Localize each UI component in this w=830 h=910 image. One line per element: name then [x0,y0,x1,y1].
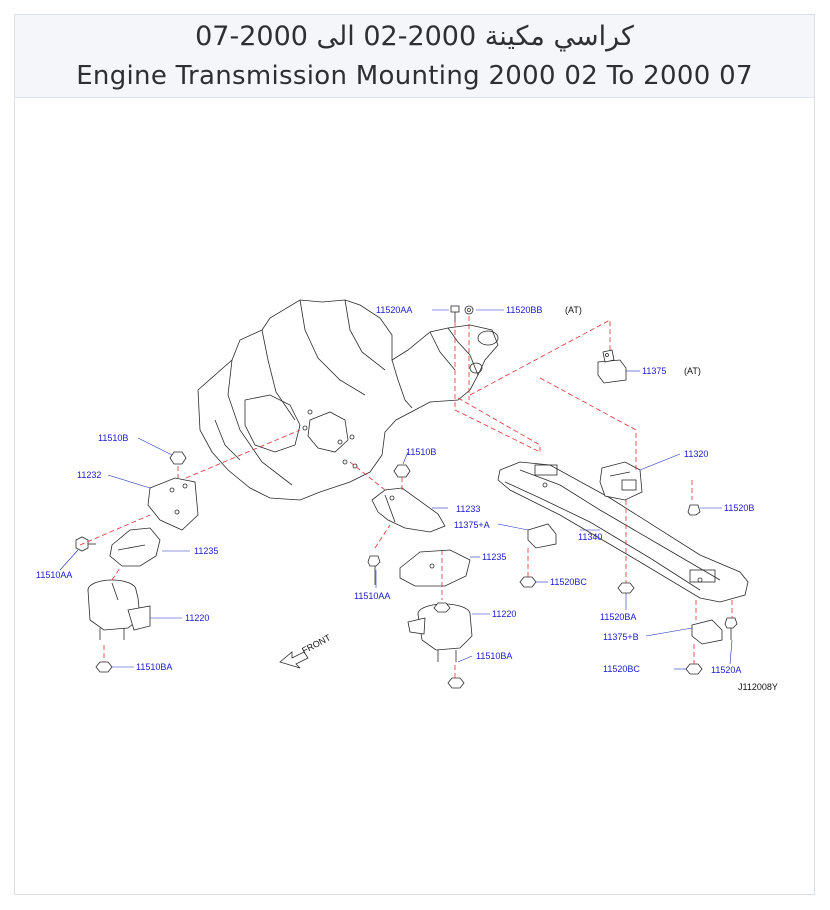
label-11510AA-mid: 11510AA [354,591,391,601]
label-11235-mid: 11235 [482,552,507,562]
bolt-11520B-right [688,505,700,515]
heat-shield-11235-mid [400,550,470,586]
engine-mount-11220-left [88,580,150,640]
label-at-2: (AT) [684,366,701,376]
label-11520BA-right: 11520BA [600,612,637,622]
title-arabic: كراسي مكينة 2000-02 الى 2000-07 [195,21,634,52]
label-11520A: 11520A [711,665,742,675]
bolt-11520BB [465,306,473,314]
stopper-11375B [692,620,722,644]
label-11375A: 11375+A [454,520,490,530]
label-11520BC-mid: 11520BC [550,577,587,587]
engine-assembly [198,300,498,500]
label-11520B-right: 11520B [724,503,755,513]
label-11520BC-right: 11520BC [603,664,640,674]
label-11510B-mid: 11510B [406,447,437,457]
label-11220-mid: 11220 [492,609,517,619]
nut-11510BA-mid [448,678,464,688]
bracket-11232 [148,478,198,530]
heat-shield-11235-left [110,528,160,566]
label-front: FRONT [300,632,333,656]
label-11520BB: 11520BB [506,305,543,315]
label-11220-left: 11220 [185,613,210,623]
title-english: Engine Transmission Mounting 2000 02 To 2000 07 [76,61,753,91]
label-11510AA-left: 11510AA [36,570,73,580]
nut-11520BC-right [686,664,702,674]
label-11375B: 11375+B [603,632,639,642]
nut-11510B-mid [394,465,410,477]
mount-11375-at [598,350,626,383]
label-11232: 11232 [77,470,102,480]
bolt-11510AA-left [76,537,96,551]
bracket-11233 [372,488,445,532]
stopper-11375A [528,524,556,548]
bolt-11510AA-mid [368,556,380,585]
label-11235-left: 11235 [194,546,219,556]
label-11510BA-left: 11510BA [136,662,173,672]
label-diagram-code: J112008Y [738,682,778,692]
nut-11520BA-right [618,583,634,593]
label-11233: 11233 [456,504,481,514]
label-at-1: (AT) [565,305,582,315]
label-11375: 11375 [642,366,667,376]
bolt-11520A [725,618,737,640]
nut-11510BA-left [96,662,112,672]
label-11510BA-mid: 11510BA [476,651,513,661]
nut-11520BC-mid [520,577,536,587]
label-11340: 11340 [578,532,603,542]
bolt-11520AA-top [451,306,459,322]
label-11510B-left: 11510B [98,433,129,443]
label-11320: 11320 [684,449,709,459]
label-11520AA-top: 11520AA [376,305,413,315]
nut-11510B-left [170,452,186,464]
engine-mount-11220-mid [408,603,472,662]
